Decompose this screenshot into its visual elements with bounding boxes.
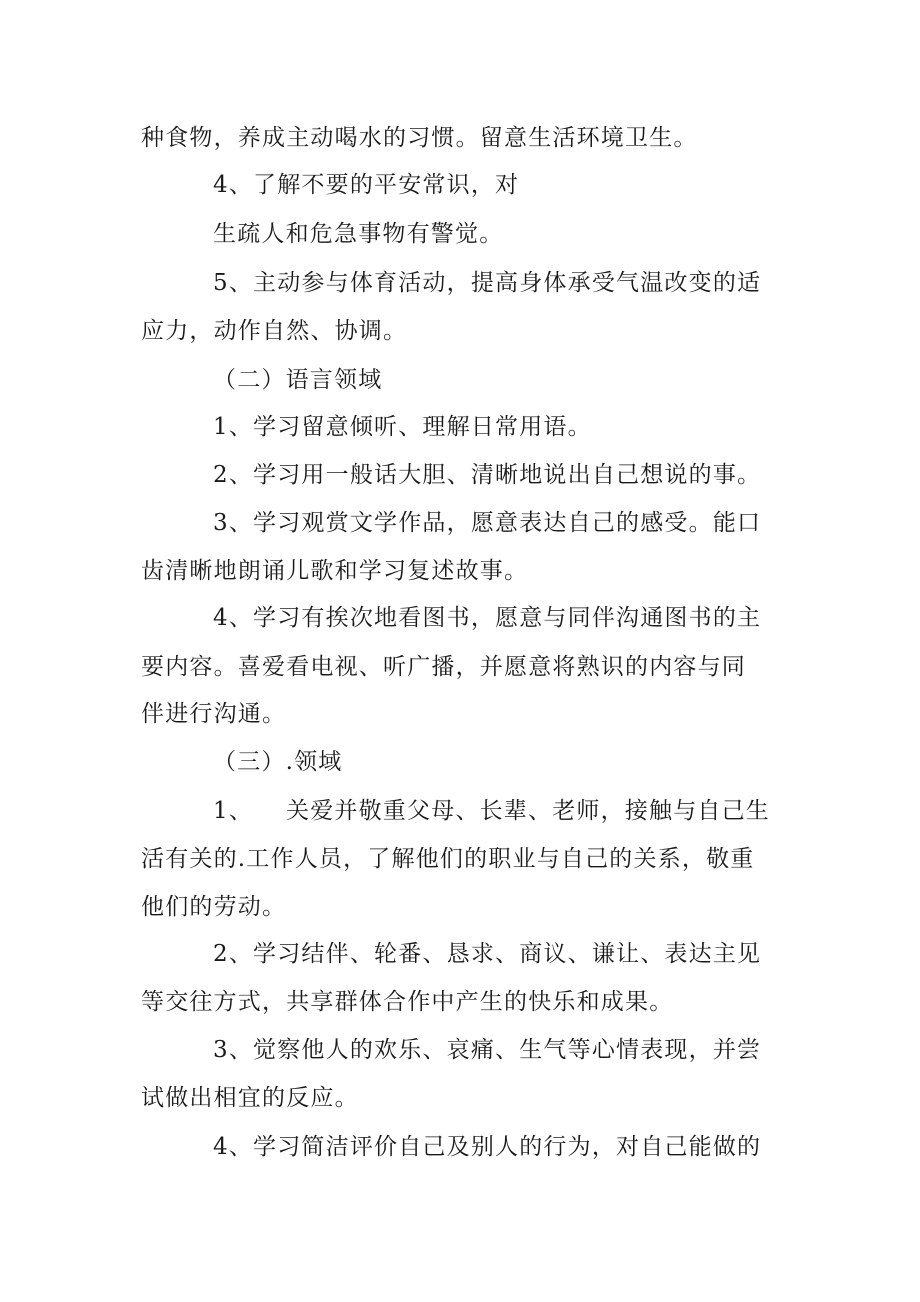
text-line: 关爱并敬重父母、长辈、老师，接触与自己生 (286, 798, 770, 824)
text-line: 等交往方式，共享群体合作中产生的快乐和成果。 (141, 989, 674, 1015)
text-line: 2、学习结伴、轮番、恳求、商议、谦让、表达主见 (213, 941, 762, 967)
text-line: 要内容。喜爱看电视、听广播，并愿意将熟识的内容与同 (141, 654, 746, 680)
text-line: 伴进行沟通。 (141, 701, 287, 727)
text-line: 5、主动参与体育活动，提高身体承受气温改变的适 (213, 270, 762, 296)
text-line: 种食物，养成主动喝水的习惯。留意生活环境卫生。 (141, 125, 698, 151)
text-line: 应力，动作自然、协调。 (141, 318, 408, 344)
text-line: 4、学习简洁评价自己及别人的行为，对自己能做的 (213, 1134, 762, 1160)
section-heading: （三）.领域 (213, 749, 343, 775)
text-line: 齿清晰地朗诵儿歌和学习复述故事。 (141, 558, 529, 584)
text-line: 1、学习留意倾听、理解日常用语。 (213, 414, 592, 440)
text-line: 他们的劳动。 (141, 894, 287, 920)
text-line: 试做出相宜的反应。 (141, 1085, 359, 1111)
text-line: 生疏人和危急事物有警觉。 (213, 221, 504, 247)
list-number: 1、 (213, 798, 254, 824)
text-line: 3、觉察他人的欢乐、哀痛、生气等心情表现，并尝 (213, 1037, 762, 1063)
section-heading: （二）语言领域 (213, 367, 383, 393)
text-line: 3、学习观赏文学作品，愿意表达自己的感受。能口 (213, 510, 762, 536)
text-line: 2、学习用一般话大胆、清晰地说出自己想说的事。 (213, 462, 762, 488)
text-line: 4、学习有挨次地看图书，愿意与同伴沟通图书的主 (213, 605, 762, 631)
text-line: 活有关的.工作人员，了解他们的职业与自己的关系，敬重 (141, 846, 755, 872)
text-line: 4、了解不要的平安常识，对 (213, 172, 520, 198)
